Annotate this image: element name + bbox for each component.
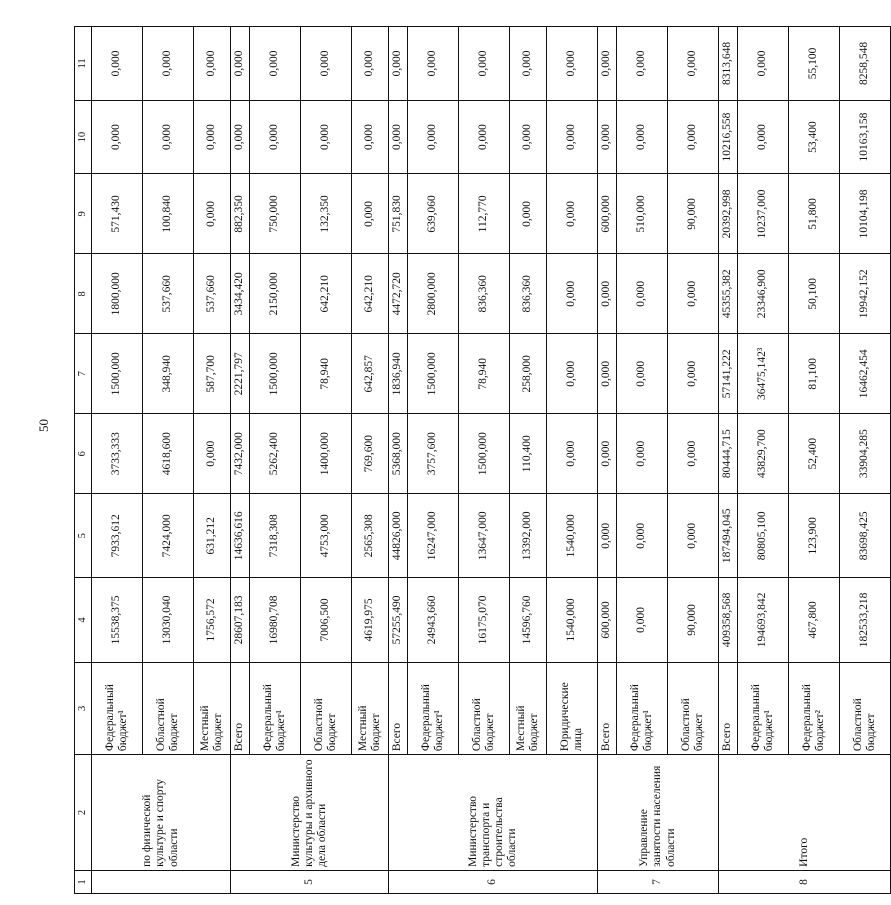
value-cell: 0,000 — [547, 100, 598, 174]
value-cell: 3733,333 — [92, 414, 143, 494]
value-cell: 0,000 — [668, 254, 719, 334]
value-cell: 0,000 — [250, 100, 301, 174]
funding-source: Всего — [598, 662, 617, 755]
value-cell: 1500,000 — [408, 334, 459, 414]
value-cell: 13030,040 — [143, 578, 194, 662]
value-cell: 409358,568 — [719, 578, 738, 662]
value-cell: 0,000 — [598, 254, 617, 334]
value-cell: 0,000 — [194, 414, 231, 494]
value-cell: 0,000 — [668, 414, 719, 494]
funding-source: Юридические лица — [547, 662, 598, 755]
value-cell: 836,360 — [459, 254, 510, 334]
value-cell: 2150,000 — [250, 254, 301, 334]
funding-source: Федеральный бюджет¹ — [92, 662, 143, 755]
funding-source: Областной бюджет — [459, 662, 510, 755]
value-cell: 10163,158 — [840, 100, 891, 174]
value-cell: 55,100 — [789, 27, 840, 101]
row-number: 7 — [598, 870, 719, 893]
funding-source: Местный бюджет — [194, 662, 231, 755]
value-cell: 1500,000 — [92, 334, 143, 414]
value-cell: 0,000 — [617, 100, 668, 174]
funding-source: Федеральный бюджет² — [789, 662, 840, 755]
value-cell: 28607,183 — [231, 578, 250, 662]
value-cell: 0,000 — [194, 174, 231, 254]
column-header: 8 — [75, 254, 92, 334]
value-cell: 194693,842 — [738, 578, 789, 662]
column-header: 4 — [75, 578, 92, 662]
table-row — [92, 27, 143, 894]
value-cell: 7933,612 — [92, 494, 143, 578]
value-cell: 83698,425 — [840, 494, 891, 578]
value-cell: 57141,222 — [719, 334, 738, 414]
value-cell: 100,840 — [143, 174, 194, 254]
value-cell: 57255,490 — [389, 578, 408, 662]
table-row — [231, 27, 250, 894]
value-cell: 0,000 — [617, 494, 668, 578]
value-cell: 836,360 — [510, 254, 547, 334]
value-cell: 571,430 — [92, 174, 143, 254]
value-cell: 0,000 — [598, 27, 617, 101]
value-cell: 0,000 — [510, 174, 547, 254]
value-cell: 10104,198 — [840, 174, 891, 254]
value-cell: 769,600 — [352, 414, 389, 494]
value-cell: 10216,558 — [719, 100, 738, 174]
row-number: 5 — [231, 870, 389, 893]
column-header: 6 — [75, 414, 92, 494]
funding-source: Всего — [389, 662, 408, 755]
value-cell: 537,660 — [194, 254, 231, 334]
value-cell: 882,350 — [231, 174, 250, 254]
funding-source: Областной бюджет — [143, 662, 194, 755]
value-cell: 112,770 — [459, 174, 510, 254]
value-cell: 0,000 — [547, 174, 598, 254]
value-cell: 751,830 — [389, 174, 408, 254]
value-cell: 187494,045 — [719, 494, 738, 578]
funding-source: Федеральный бюджет¹ — [617, 662, 668, 755]
value-cell: 50,100 — [789, 254, 840, 334]
value-cell: 5368,000 — [389, 414, 408, 494]
value-cell: 1400,000 — [301, 414, 352, 494]
value-cell: 23346,900 — [738, 254, 789, 334]
value-cell: 0,000 — [547, 27, 598, 101]
value-cell: 0,000 — [598, 414, 617, 494]
value-cell: 33904,285 — [840, 414, 891, 494]
value-cell: 587,700 — [194, 334, 231, 414]
value-cell: 24943,660 — [408, 578, 459, 662]
value-cell: 0,000 — [231, 100, 250, 174]
value-cell: 0,000 — [598, 494, 617, 578]
value-cell: 348,940 — [143, 334, 194, 414]
table-row — [719, 27, 738, 894]
column-header: 1 — [75, 870, 92, 893]
value-cell: 123,900 — [789, 494, 840, 578]
value-cell: 90,000 — [668, 174, 719, 254]
value-cell: 467,800 — [789, 578, 840, 662]
value-cell: 7424,000 — [143, 494, 194, 578]
value-cell: 2565,308 — [352, 494, 389, 578]
value-cell: 44826,000 — [389, 494, 408, 578]
value-cell: 4472,720 — [389, 254, 408, 334]
value-cell: 7432,000 — [231, 414, 250, 494]
value-cell: 1756,572 — [194, 578, 231, 662]
value-cell: 0,000 — [408, 27, 459, 101]
value-cell: 1800,000 — [92, 254, 143, 334]
value-cell: 639,060 — [408, 174, 459, 254]
value-cell: 4753,000 — [301, 494, 352, 578]
value-cell: 0,000 — [617, 334, 668, 414]
value-cell: 14596,760 — [510, 578, 547, 662]
value-cell: 15538,375 — [92, 578, 143, 662]
value-cell: 51,800 — [789, 174, 840, 254]
funding-source: Местный бюджет — [352, 662, 389, 755]
value-cell: 0,000 — [92, 100, 143, 174]
value-cell: 1836,940 — [389, 334, 408, 414]
value-cell: 8313,648 — [719, 27, 738, 101]
value-cell: 2800,000 — [408, 254, 459, 334]
value-cell: 7006,500 — [301, 578, 352, 662]
column-header: 10 — [75, 100, 92, 174]
value-cell: 53,400 — [789, 100, 840, 174]
value-cell: 13392,000 — [510, 494, 547, 578]
value-cell: 0,000 — [617, 578, 668, 662]
executor-name: по физической культуре и спорту области — [92, 755, 231, 871]
rotated-table-wrapper — [74, 26, 877, 894]
value-cell: 0,000 — [143, 27, 194, 101]
value-cell: 16247,000 — [408, 494, 459, 578]
value-cell: 19942,152 — [840, 254, 891, 334]
value-cell: 0,000 — [250, 27, 301, 101]
funding-source: Местный бюджет — [510, 662, 547, 755]
value-cell: 0,000 — [352, 27, 389, 101]
value-cell: 52,400 — [789, 414, 840, 494]
value-cell: 4619,975 — [352, 578, 389, 662]
value-cell: 0,000 — [194, 100, 231, 174]
value-cell: 1500,000 — [459, 414, 510, 494]
value-cell: 0,000 — [668, 27, 719, 101]
funding-source: Областной бюджет — [840, 662, 891, 755]
value-cell: 8258,548 — [840, 27, 891, 101]
value-cell: 0,000 — [459, 27, 510, 101]
value-cell: 600,000 — [598, 578, 617, 662]
value-cell: 14636,616 — [231, 494, 250, 578]
value-cell: 642,210 — [301, 254, 352, 334]
value-cell: 10237,000 — [738, 174, 789, 254]
value-cell: 132,350 — [301, 174, 352, 254]
value-cell: 16175,070 — [459, 578, 510, 662]
value-cell: 78,940 — [301, 334, 352, 414]
value-cell: 0,000 — [617, 27, 668, 101]
funding-source: Всего — [719, 662, 738, 755]
value-cell: 0,000 — [301, 27, 352, 101]
value-cell: 80444,715 — [719, 414, 738, 494]
value-cell: 182533,218 — [840, 578, 891, 662]
value-cell: 0,000 — [598, 100, 617, 174]
executor-name: Министерство транспорта и строительства области — [389, 755, 598, 871]
value-cell: 43829,700 — [738, 414, 789, 494]
value-cell: 0,000 — [301, 100, 352, 174]
funding-source: Областной бюджет — [301, 662, 352, 755]
funding-source: Федеральный бюджет¹ — [408, 662, 459, 755]
row-number: 8 — [719, 870, 891, 893]
value-cell: 631,212 — [194, 494, 231, 578]
value-cell: 0,000 — [617, 254, 668, 334]
value-cell: 0,000 — [547, 334, 598, 414]
funding-source: Областной бюджет — [668, 662, 719, 755]
table-row — [598, 27, 617, 894]
column-header: 9 — [75, 174, 92, 254]
value-cell: 0,000 — [194, 27, 231, 101]
value-cell: 600,000 — [598, 174, 617, 254]
value-cell: 2221,797 — [231, 334, 250, 414]
funding-source: Федеральный бюджет¹ — [738, 662, 789, 755]
table-body — [92, 27, 891, 894]
value-cell: 0,000 — [352, 100, 389, 174]
value-cell: 7318,308 — [250, 494, 301, 578]
row-number: 6 — [389, 870, 598, 893]
value-cell: 78,940 — [459, 334, 510, 414]
funding-source: Федеральный бюджет¹ — [250, 662, 301, 755]
value-cell: 642,210 — [352, 254, 389, 334]
value-cell: 90,000 — [668, 578, 719, 662]
column-header: 3 — [75, 662, 92, 755]
value-cell: 5262,400 — [250, 414, 301, 494]
value-cell: 510,000 — [617, 174, 668, 254]
value-cell: 0,000 — [389, 100, 408, 174]
value-cell: 258,000 — [510, 334, 547, 414]
value-cell: 81,100 — [789, 334, 840, 414]
value-cell: 0,000 — [389, 27, 408, 101]
value-cell: 0,000 — [459, 100, 510, 174]
value-cell: 0,000 — [143, 100, 194, 174]
value-cell: 0,000 — [738, 27, 789, 101]
value-cell: 3434,420 — [231, 254, 250, 334]
value-cell: 1500,000 — [250, 334, 301, 414]
value-cell: 110,400 — [510, 414, 547, 494]
value-cell: 0,000 — [668, 334, 719, 414]
value-cell: 0,000 — [408, 100, 459, 174]
column-header: 11 — [75, 27, 92, 101]
value-cell: 0,000 — [617, 414, 668, 494]
executor-name: Итого — [719, 755, 891, 871]
column-header: 5 — [75, 494, 92, 578]
value-cell: 0,000 — [668, 100, 719, 174]
column-header: 2 — [75, 755, 92, 871]
value-cell: 537,660 — [143, 254, 194, 334]
value-cell: 16980,708 — [250, 578, 301, 662]
row-number — [92, 870, 231, 893]
executor-name: Управление занятости населения области — [598, 755, 719, 871]
value-cell: 750,000 — [250, 174, 301, 254]
value-cell: 0,000 — [738, 100, 789, 174]
value-cell: 3757,600 — [408, 414, 459, 494]
value-cell: 0,000 — [231, 27, 250, 101]
value-cell: 0,000 — [510, 100, 547, 174]
value-cell: 80805,100 — [738, 494, 789, 578]
value-cell: 36475,142³ — [738, 334, 789, 414]
value-cell: 13647,000 — [459, 494, 510, 578]
value-cell: 0,000 — [92, 27, 143, 101]
column-header: 7 — [75, 334, 92, 414]
value-cell: 0,000 — [547, 254, 598, 334]
value-cell: 16462,454 — [840, 334, 891, 414]
table-row — [389, 27, 408, 894]
executor-name: Министерство культуры и архивного дела области — [231, 755, 389, 871]
header-row — [75, 27, 92, 894]
budget-table — [74, 26, 891, 894]
value-cell: 4618,600 — [143, 414, 194, 494]
funding-source: Всего — [231, 662, 250, 755]
page-number: 50 — [36, 419, 51, 432]
value-cell: 642,857 — [352, 334, 389, 414]
value-cell: 1540,000 — [547, 578, 598, 662]
value-cell: 20392,998 — [719, 174, 738, 254]
value-cell: 0,000 — [598, 334, 617, 414]
value-cell: 0,000 — [668, 494, 719, 578]
value-cell: 0,000 — [510, 27, 547, 101]
value-cell: 0,000 — [352, 174, 389, 254]
value-cell: 45355,382 — [719, 254, 738, 334]
value-cell: 1540,000 — [547, 494, 598, 578]
value-cell: 0,000 — [547, 414, 598, 494]
